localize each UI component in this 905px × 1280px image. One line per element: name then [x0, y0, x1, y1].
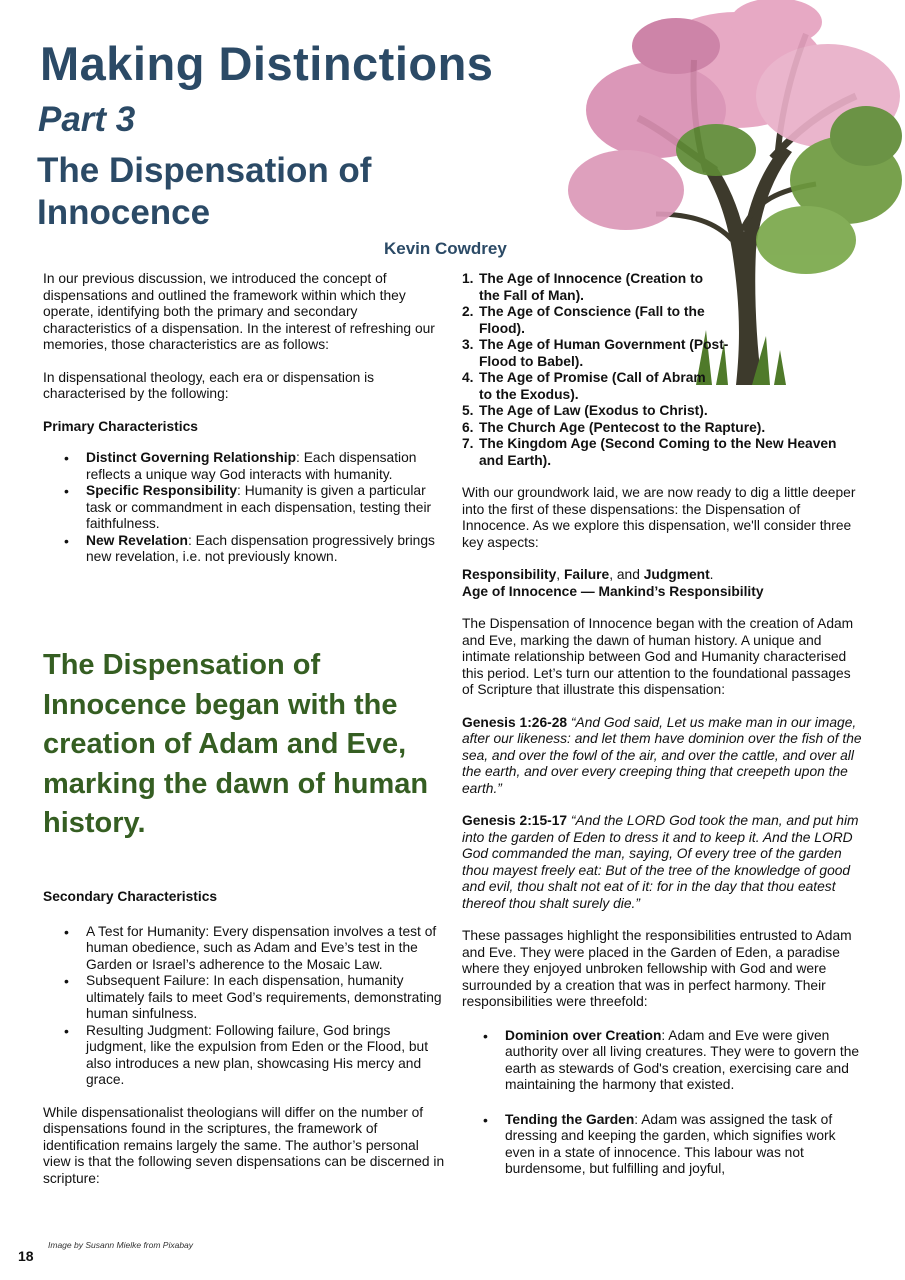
- list-item: [505, 1112, 862, 1178]
- list-item: [86, 450, 448, 483]
- author-byline: Kevin Cowdrey: [384, 239, 507, 258]
- aspect-separator: ,: [556, 567, 564, 582]
- item-text: The Age of Promise (Call of Abram to the Exodus).: [479, 370, 706, 402]
- article-part: Part 3: [38, 100, 136, 139]
- article-subtitle: The Dispensation of Innocence: [37, 151, 372, 232]
- list-item: [505, 1028, 862, 1094]
- list-item: [462, 271, 712, 304]
- list-item: [86, 483, 448, 533]
- genesis-2-quote: [462, 813, 862, 912]
- section-heading: Age of Innocence — Mankind’s Responsibility: [462, 583, 764, 599]
- item-number: 7.: [462, 436, 474, 451]
- item-text: : Adam and Eve were given authority over all living creatures. They were to govern the earth as stewards of God's creation, exercising care and maintaining the harmony that existed.: [505, 1027, 860, 1092]
- item-number: 5.: [462, 403, 474, 418]
- article-title: Making Distinctions: [40, 37, 494, 90]
- aspect-separator: , and: [609, 567, 644, 582]
- list-item: [462, 403, 862, 420]
- aspect-failure: Failure: [563, 567, 610, 582]
- closing-paragraph: While dispensationalist theologians will differ on the number of dispensations found in the scriptures, the framework of identification remains largely the same. The author’s personal view is that the following seven dispensations can be discerned in scripture:: [43, 1104, 445, 1186]
- item-number: 4.: [462, 370, 474, 385]
- item-text: The Age of Human Government (Post-Flood to Babel).: [479, 337, 729, 369]
- item-number: 6.: [462, 419, 474, 435]
- list-item: [462, 304, 712, 337]
- key-aspects: [462, 567, 862, 584]
- item-number: 3.: [462, 337, 474, 352]
- item-term: Distinct Governing Relationship: [86, 450, 297, 465]
- passages-paragraph: These passages highlight the responsibilities entrusted to Adam and Eve. They were placed in the Garden of Eden, a paradise where they enjoyed unbroken fellowship with God and were surrounded by a creation that was in perfect harmony. Their responsibilities were threefold:: [462, 928, 852, 1009]
- dispensation-list: [462, 271, 837, 469]
- item-term: New Revelation: [86, 532, 188, 548]
- item-text: : Humanity is given a particular task or commandment in each dispensation, testing their faithfulness.: [86, 483, 432, 531]
- list-item: • Subsequent Failure: In each dispensation, humanity ultimately fails to meet God’s requirements, demonstrating human sinfulness.: [86, 973, 448, 1023]
- aspect-judgment: Judgment: [643, 567, 710, 582]
- item-text: The Age of Innocence (Creation to the Fall of Man).: [479, 271, 704, 303]
- aspect-responsibility: Responsibility: [462, 567, 557, 582]
- primary-list: [43, 450, 448, 566]
- item-text: The Kingdom Age (Second Coming to the New Heaven and Earth).: [479, 436, 837, 468]
- item-text: The Age of Law (Exodus to Christ).: [479, 403, 708, 418]
- secondary-list: [43, 924, 448, 1089]
- image-credit: Image by Susann Mielke from Pixabay: [48, 1240, 194, 1250]
- right-column: [462, 271, 862, 1178]
- list-item: [462, 370, 712, 403]
- secondary-heading: Secondary Characteristics: [43, 889, 218, 904]
- responsibilities-list: [462, 1028, 862, 1178]
- list-item: [462, 337, 732, 370]
- genesis-1-quote: [462, 715, 862, 798]
- page-number: 18: [18, 1248, 34, 1264]
- pull-quote: The Dispensation of Innocence began with the creation of Adam and Eve, marking the dawn of human history.: [43, 649, 429, 839]
- item-text: : Each dispensation reflects a unique way God interacts with humanity.: [86, 450, 417, 482]
- scripture-text: “And God said, Let us make man in our image, after our likeness: and let them have dominion over the fish of the sea, and over the fowl of the air, and over the cattle, and over all the earth, and over every creeping thing that creepeth upon the earth.”: [462, 714, 862, 796]
- item-text: The Church Age (Pentecost to the Rapture).: [479, 419, 766, 435]
- item-text: : Adam was assigned the task of dressing and keeping the garden, which signifies work even in a state of innocence. This labour was not burdensome, but fulfilling and joyful,: [505, 1111, 836, 1176]
- aspect-end: .: [709, 567, 714, 582]
- scripture-reference: Genesis 2:15-17: [462, 813, 568, 828]
- intro-paragraph: In our previous discussion, we introduced the concept of dispensations and outlined the framework within which they operate, identifying both the primary and secondary characteristics of a dispensation. In the interest of refreshing our memories, those characteristics are as follows:: [43, 271, 435, 352]
- left-column-top: [43, 271, 448, 566]
- list-item: • Resulting Judgment: Following failure, God brings judgment, like the expulsion from Eden or the Flood, but also introduces a new plan, showcasing His mercy and grace.: [86, 1023, 448, 1089]
- scripture-reference: Genesis 1:26-28: [462, 714, 568, 730]
- list-item: [86, 533, 448, 566]
- item-number: 1.: [462, 271, 474, 286]
- list-item: [462, 420, 862, 437]
- item-number: 2.: [462, 304, 474, 319]
- primary-heading: Primary Characteristics: [43, 418, 198, 434]
- theology-paragraph: In dispensational theology, each era or dispensation is characterised by the following:: [43, 369, 375, 401]
- groundwork-paragraph: With our groundwork laid, we are now ready to dig a little deeper into the first of these dispensations: the Dispensation of Innocence. As we explore this dispensation, we'll consider three key aspects:: [462, 485, 856, 550]
- scripture-text: “And the LORD God took the man, and put him into the garden of Eden to dress it and to keep it. And the LORD God commanded the man, saying, Of every tree of the garden thou mayest freely eat: But of the tree of the knowledge of good and evil, thou shalt not eat of it: for in the day that thou eatest thereof thou shalt surely die.”: [462, 813, 859, 911]
- began-paragraph: The Dispensation of Innocence began with the creation of Adam and Eve, marking the dawn of human history. A unique and intimate relationship between God and Humanity characterised this period. Let’s turn our attention to the foundational passages of Scripture that illustrate this dispensation:: [462, 616, 854, 697]
- list-item: • A Test for Humanity: Every dispensation involves a test of human obedience, such as Adam and Eve’s test in the Garden or Israel’s adherence to the Mosaic Law.: [86, 924, 448, 974]
- item-term: Tending the Garden: [505, 1111, 635, 1127]
- left-column-bottom: [43, 889, 448, 1187]
- list-item: [462, 436, 842, 469]
- item-term: Specific Responsibility: [86, 483, 238, 498]
- item-text: : Each dispensation progressively brings new revelation, i.e. not previously known.: [86, 532, 435, 564]
- item-text: The Age of Conscience (Fall to the Flood).: [479, 304, 705, 336]
- item-term: Dominion over Creation: [505, 1027, 662, 1043]
